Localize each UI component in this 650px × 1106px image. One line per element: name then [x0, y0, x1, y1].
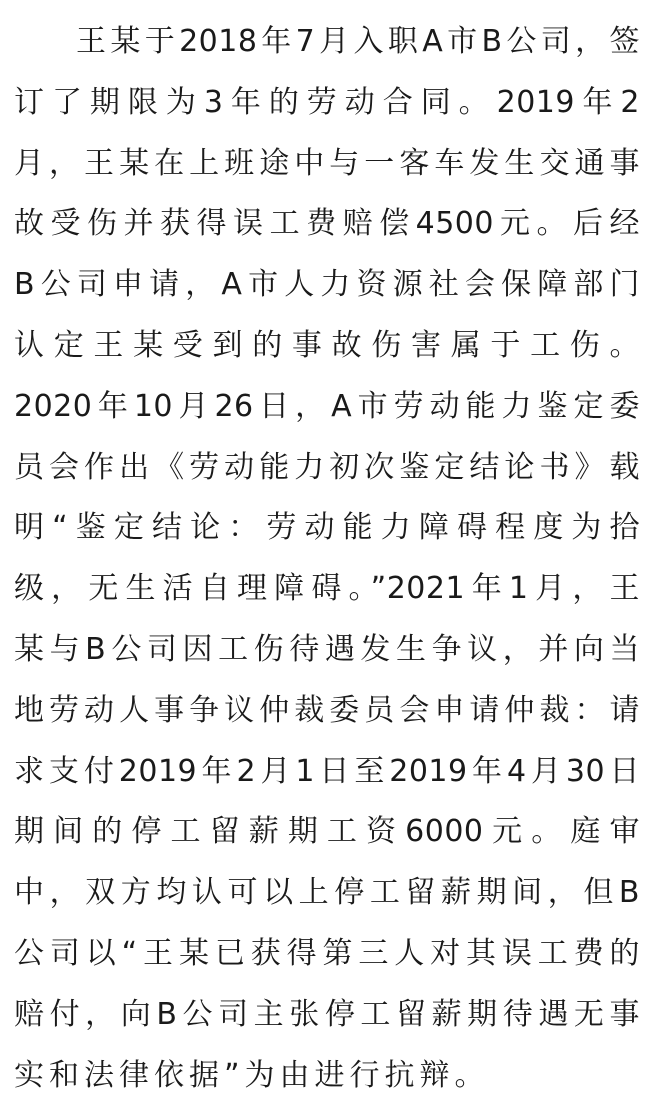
paragraph-line: 级，无生活自理障碍。”2021年1月，王	[14, 571, 640, 607]
paragraph-line: 赔付，向B公司主张停工留薪期待遇无事	[14, 996, 640, 1032]
paragraph-line: 地劳动人事争议仲裁委员会申请仲裁：请	[14, 692, 640, 728]
paragraph-line: 中，双方均认可以上停工留薪期间，但B	[14, 875, 640, 911]
paragraph-line: 2020年10月26日，A市劳动能力鉴定委	[14, 388, 640, 424]
paragraph-line: 故受伤并获得误工费赔偿4500元。后经	[14, 206, 640, 242]
paragraph-line: 订了期限为3年的劳动合同。2019年2	[14, 84, 640, 120]
paragraph-line: 某与B公司因工伤待遇发生争议，并向当	[14, 631, 640, 667]
paragraph-line: 月，王某在上班途中与一客车发生交通事	[14, 145, 640, 181]
paragraph-line: 求支付2019年2月1日至2019年4月30日	[14, 753, 640, 789]
paragraph-line: 期间的停工留薪期工资6000元。庭审	[14, 814, 640, 850]
paragraph-line: 员会作出《劳动能力初次鉴定结论书》载	[14, 449, 640, 485]
paragraph-line: 公司以“王某已获得第三人对其误工费的	[14, 935, 640, 971]
paragraph-line: 认定王某受到的事故伤害属于工伤。	[14, 327, 640, 363]
paragraph-line: 明“鉴定结论：劳动能力障碍程度为拾	[14, 510, 640, 546]
paragraph-line: B公司申请，A市人力资源社会保障部门	[14, 267, 640, 303]
paragraph-line: 实和法律依据”为由进行抗辩。	[14, 1057, 490, 1093]
paragraph-line: 王某于2018年7月入职A市B公司，签	[76, 24, 640, 59]
